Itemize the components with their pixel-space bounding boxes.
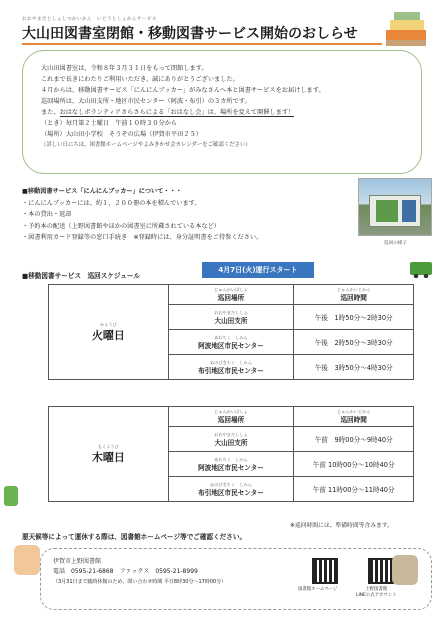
service-item: ・図書利用カード登録等の窓口手続き ※登録時には、身分証明書をご持参ください。 — [22, 234, 263, 241]
volunteer-prefix: また、 — [41, 109, 60, 116]
truck-panel — [402, 200, 416, 222]
volunteer-line — [41, 107, 407, 118]
place-cell — [168, 427, 294, 452]
place-cell — [168, 305, 294, 330]
place-label: 阿波地区市民センター — [198, 341, 264, 350]
place-ruby: あわちく しみん — [214, 334, 248, 340]
service-item: ・予約本の配送（上野図書館やほかの図書室に所蔵されている本など） — [22, 222, 220, 230]
time-cell: 午前 9時00分～9時40分 — [294, 427, 414, 452]
place-label: 阿波地区市民センター — [198, 463, 264, 472]
header-time — [294, 407, 414, 427]
header-ruby: じゅんかいばしょ — [214, 287, 248, 292]
day-ruby: かようび — [99, 321, 117, 327]
footer-hours: （3月31日まで臨時休館のため、問い合わせ時間 平日8時30分～17時00分） — [53, 579, 227, 585]
book-mascot-icon — [4, 486, 18, 506]
header-place — [168, 407, 294, 427]
header-ruby: じゅんかいじかん — [336, 409, 371, 414]
event-where: （場所）大山田小学校 そうぞの広場（伊賀市平田２５） — [41, 131, 202, 138]
day-label: 火曜日 — [91, 328, 125, 342]
qr-code-line[interactable] — [368, 558, 394, 584]
volunteer-text: おはなしボランティアさらさらによる「おはなし会」は、場所を変えて開催します！ — [59, 109, 295, 116]
time-cell: 午前 10時00分～10時40分 — [294, 452, 414, 477]
service-heading: ■移動図書サービス「にんにんブッカー」について・・・ — [22, 188, 182, 195]
qr-label-homepage: 図書館ホームページ — [298, 587, 338, 592]
place-ruby: ぬのびきちく しみん — [210, 359, 252, 365]
title-underline — [22, 43, 382, 45]
notice-line: これまで長きにわたりご利用いただき、誠にありがとうございました。 — [41, 76, 239, 83]
place-cell — [168, 452, 294, 477]
time-cell: 午後 3時50分～4時30分 — [294, 355, 414, 380]
place-cell — [168, 330, 294, 355]
truck-image — [369, 195, 421, 227]
time-note: ※巡回時間には、準備時間等含みます。 — [290, 523, 393, 529]
thursday-schedule-table — [48, 406, 414, 502]
place-label: 大山田支所 — [214, 316, 248, 325]
footer-phone: 電話 0595-21-6868 ファックス 0595-21-8999 — [53, 568, 198, 575]
header-ruby: じゅんかいばしょ — [214, 409, 248, 414]
header-place — [168, 285, 294, 305]
header-ruby: じゅんかいじかん — [336, 287, 371, 292]
place-label: 布引地区市民センター — [198, 366, 264, 375]
place-cell — [168, 355, 294, 380]
qr-code-homepage[interactable] — [312, 558, 338, 584]
title-ruby: おおやまだとしょしつかいかん いどうとしょかんサービス — [22, 17, 157, 22]
books-illustration — [382, 8, 430, 48]
mobile-library-photo — [358, 178, 432, 236]
photo-caption: 巡回の様子 — [384, 241, 407, 246]
header-label: 巡回時間 — [340, 294, 367, 302]
event-when: （とき）毎月第２土曜日 午前１０時３０分から — [41, 120, 178, 127]
notice-line: ４月からは、移動図書サービス「にんにんブッカー」がみなさんへ本と図書サービスをお届けします。 — [41, 87, 325, 94]
day-ruby: もくようび — [97, 443, 119, 449]
service-info — [22, 186, 362, 244]
time-cell: 午後 2時50分～3時30分 — [294, 330, 414, 355]
place-ruby: おおやまだししょ — [214, 309, 248, 315]
day-cell-tuesday — [49, 285, 169, 380]
schedule-title: ■移動図書サービス 巡回スケジュール — [22, 272, 140, 280]
place-ruby: あわちく しみん — [214, 456, 248, 462]
day-label: 木曜日 — [91, 450, 125, 464]
tuesday-schedule-table — [48, 284, 414, 380]
event-note: （詳しい日にちは、図書館ホームページやよみきかせ会カレンダーをご確認ください） — [41, 142, 251, 148]
header-label: 巡回時間 — [340, 416, 367, 424]
qr-label-line: 上野図書館 LINE公式アカウント — [356, 587, 397, 598]
place-label: 大山田支所 — [214, 438, 248, 447]
day-cell-thursday — [49, 407, 169, 502]
notice-line: 巡回場所は、大山田支所・地区市民センター（阿波・布引）の３カ所です。 — [41, 98, 251, 105]
place-ruby: ぬのびきちく しみん — [210, 481, 252, 487]
service-item: ・にんにんブッカーには、約１，２００冊の本を積んでいます。 — [22, 199, 201, 207]
truck-panel — [376, 200, 398, 222]
notice-line: 大山田図書室は、令和８年３月３１日をもって閉館します。 — [41, 65, 208, 72]
time-cell: 午前 11時00分～11時40分 — [294, 477, 414, 502]
notice-box — [22, 50, 422, 174]
page-title: 大山田図書室閉館・移動図書サービス開始のおしらせ — [22, 26, 358, 42]
title-area — [22, 16, 402, 44]
reading-child-icon — [14, 545, 40, 575]
start-badge: 4月7日(火)運行スタート — [202, 262, 314, 278]
place-cell — [168, 477, 294, 502]
header-label: 巡回場所 — [217, 416, 245, 424]
time-cell: 午後 1時50分～2時30分 — [294, 305, 414, 330]
header-label: 巡回場所 — [217, 294, 245, 302]
header-time — [294, 285, 414, 305]
reading-adult-icon — [392, 555, 418, 585]
footer-org: 伊賀市上野図書館 — [53, 558, 102, 565]
place-label: 布引地区市民センター — [198, 488, 264, 497]
truck-icon — [410, 262, 432, 275]
service-item: ・本の貸出・返却 — [22, 211, 72, 218]
weather-note: 悪天候等によって運休する際は、図書館ホームページ等でご確認ください。 — [22, 533, 247, 541]
place-ruby: おおやまだししょ — [214, 431, 248, 437]
